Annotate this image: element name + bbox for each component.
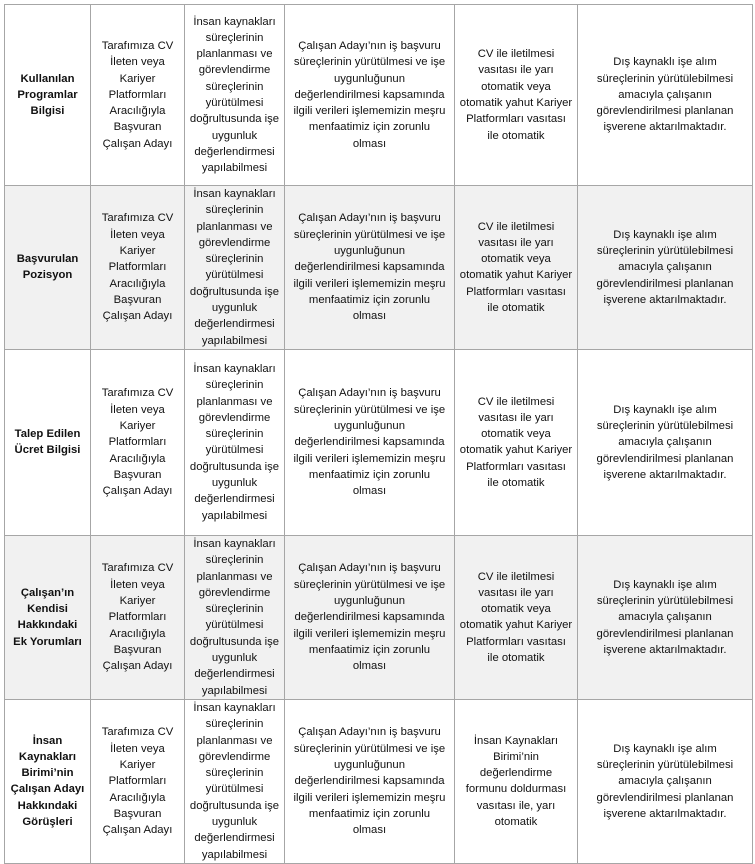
data-category-cell: İnsan Kaynakları Birimi’nin Çalışan Adayı Hakkındaki Görüşleri xyxy=(5,699,91,863)
data-source-cell: Tarafımıza CV İleten veya Kariyer Platformları Aracılığıyla Başvuran Çalışan Adayı xyxy=(91,186,185,350)
collection-method-cell: CV ile iletilmesi vasıtası ile yarı otomatik veya otomatik yahut Kariyer Platformları vasıtası ile otomatik xyxy=(455,535,578,699)
transfer-info-cell: Dış kaynaklı işe alım süreçlerinin yürütülebilmesi amacıyla çalışanın görevlendirilmesi planlanan işverene aktarılmaktadır. xyxy=(578,699,753,863)
collection-method-cell: İnsan Kaynakları Birimi’nin değerlendirme formunu doldurması vasıtası ile, yarı otomatik xyxy=(455,699,578,863)
processing-purpose-cell: İnsan kaynakları süreçlerinin planlanması ve görevlendirme süreçlerinin yürütülmesi doğrultusunda işe uygunluk değerlendirmesi yapılabilmesi xyxy=(185,535,285,699)
transfer-info-cell: Dış kaynaklı işe alım süreçlerinin yürütülebilmesi amacıyla çalışanın görevlendirilmesi planlanan işverene aktarılmaktadır. xyxy=(578,349,753,535)
data-source-cell: Tarafımıza CV İleten veya Kariyer Platformları Aracılığıyla Başvuran Çalışan Adayı xyxy=(91,535,185,699)
data-category-cell: Talep Edilen Ücret Bilgisi xyxy=(5,349,91,535)
data-category-cell: Kullanılan Programlar Bilgisi xyxy=(5,5,91,186)
transfer-info-cell: Dış kaynaklı işe alım süreçlerinin yürütülebilmesi amacıyla çalışanın görevlendirilmesi planlanan işverene aktarılmaktadır. xyxy=(578,5,753,186)
processing-purpose-cell: İnsan kaynakları süreçlerinin planlanması ve görevlendirme süreçlerinin yürütülmesi doğrultusunda işe uygunluk değerlendirmesi yapılabilmesi xyxy=(185,349,285,535)
transfer-info-cell: Dış kaynaklı işe alım süreçlerinin yürütülebilmesi amacıyla çalışanın görevlendirilmesi planlanan işverene aktarılmaktadır. xyxy=(578,186,753,350)
data-source-cell: Tarafımıza CV İleten veya Kariyer Platformları Aracılığıyla Başvuran Çalışan Adayı xyxy=(91,349,185,535)
data-source-cell: Tarafımıza CV İleten veya Kariyer Platformları Aracılığıyla Başvuran Çalışan Adayı xyxy=(91,699,185,863)
data-source-cell: Tarafımıza CV İleten veya Kariyer Platformları Aracılığıyla Başvuran Çalışan Adayı xyxy=(91,5,185,186)
processing-purpose-cell: İnsan kaynakları süreçlerinin planlanması ve görevlendirme süreçlerinin yürütülmesi doğrultusunda işe uygunluk değerlendirmesi yapılabilmesi xyxy=(185,186,285,350)
legal-basis-cell: Çalışan Adayı’nın iş başvuru süreçlerinin yürütülmesi ve işe uygunluğunun değerlendirilmesi kapsamında ilgili verileri işlememizin meşru menfaatimiz için zorunlu olması xyxy=(285,5,455,186)
collection-method-cell: CV ile iletilmesi vasıtası ile yarı otomatik veya otomatik yahut Kariyer Platformları vasıtası ile otomatik xyxy=(455,349,578,535)
processing-purpose-cell: İnsan kaynakları süreçlerinin planlanması ve görevlendirme süreçlerinin yürütülmesi doğrultusunda işe uygunluk değerlendirmesi yapılabilmesi xyxy=(185,699,285,863)
legal-basis-cell: Çalışan Adayı’nın iş başvuru süreçlerinin yürütülmesi ve işe uygunluğunun değerlendirilmesi kapsamında ilgili verileri işlememizin meşru menfaatimiz için zorunlu olması xyxy=(285,186,455,350)
table-row xyxy=(5,5,753,186)
data-category-cell: Çalışan’ın Kendisi Hakkındaki Ek Yorumları xyxy=(5,535,91,699)
collection-method-cell: CV ile iletilmesi vasıtası ile yarı otomatik veya otomatik yahut Kariyer Platformları vasıtası ile otomatik xyxy=(455,186,578,350)
table-row xyxy=(5,349,753,535)
table-row xyxy=(5,535,753,699)
collection-method-cell: CV ile iletilmesi vasıtası ile yarı otomatik veya otomatik yahut Kariyer Platformları vasıtası ile otomatik xyxy=(455,5,578,186)
data-category-cell: Başvurulan Pozisyon xyxy=(5,186,91,350)
table-row xyxy=(5,699,753,863)
legal-basis-cell: Çalışan Adayı’nın iş başvuru süreçlerinin yürütülmesi ve işe uygunluğunun değerlendirilmesi kapsamında ilgili verileri işlememizin meşru menfaatimiz için zorunlu olması xyxy=(285,699,455,863)
transfer-info-cell: Dış kaynaklı işe alım süreçlerinin yürütülebilmesi amacıyla çalışanın görevlendirilmesi planlanan işverene aktarılmaktadır. xyxy=(578,535,753,699)
processing-purpose-cell: İnsan kaynakları süreçlerinin planlanması ve görevlendirme süreçlerinin yürütülmesi doğrultusunda işe uygunluk değerlendirmesi yapılabilmesi xyxy=(185,5,285,186)
table-row xyxy=(5,186,753,350)
data-processing-table xyxy=(4,4,753,864)
legal-basis-cell: Çalışan Adayı’nın iş başvuru süreçlerinin yürütülmesi ve işe uygunluğunun değerlendirilmesi kapsamında ilgili verileri işlememizin meşru menfaatimiz için zorunlu olması xyxy=(285,349,455,535)
legal-basis-cell: Çalışan Adayı’nın iş başvuru süreçlerinin yürütülmesi ve işe uygunluğunun değerlendirilmesi kapsamında ilgili verileri işlememizin meşru menfaatimiz için zorunlu olması xyxy=(285,535,455,699)
